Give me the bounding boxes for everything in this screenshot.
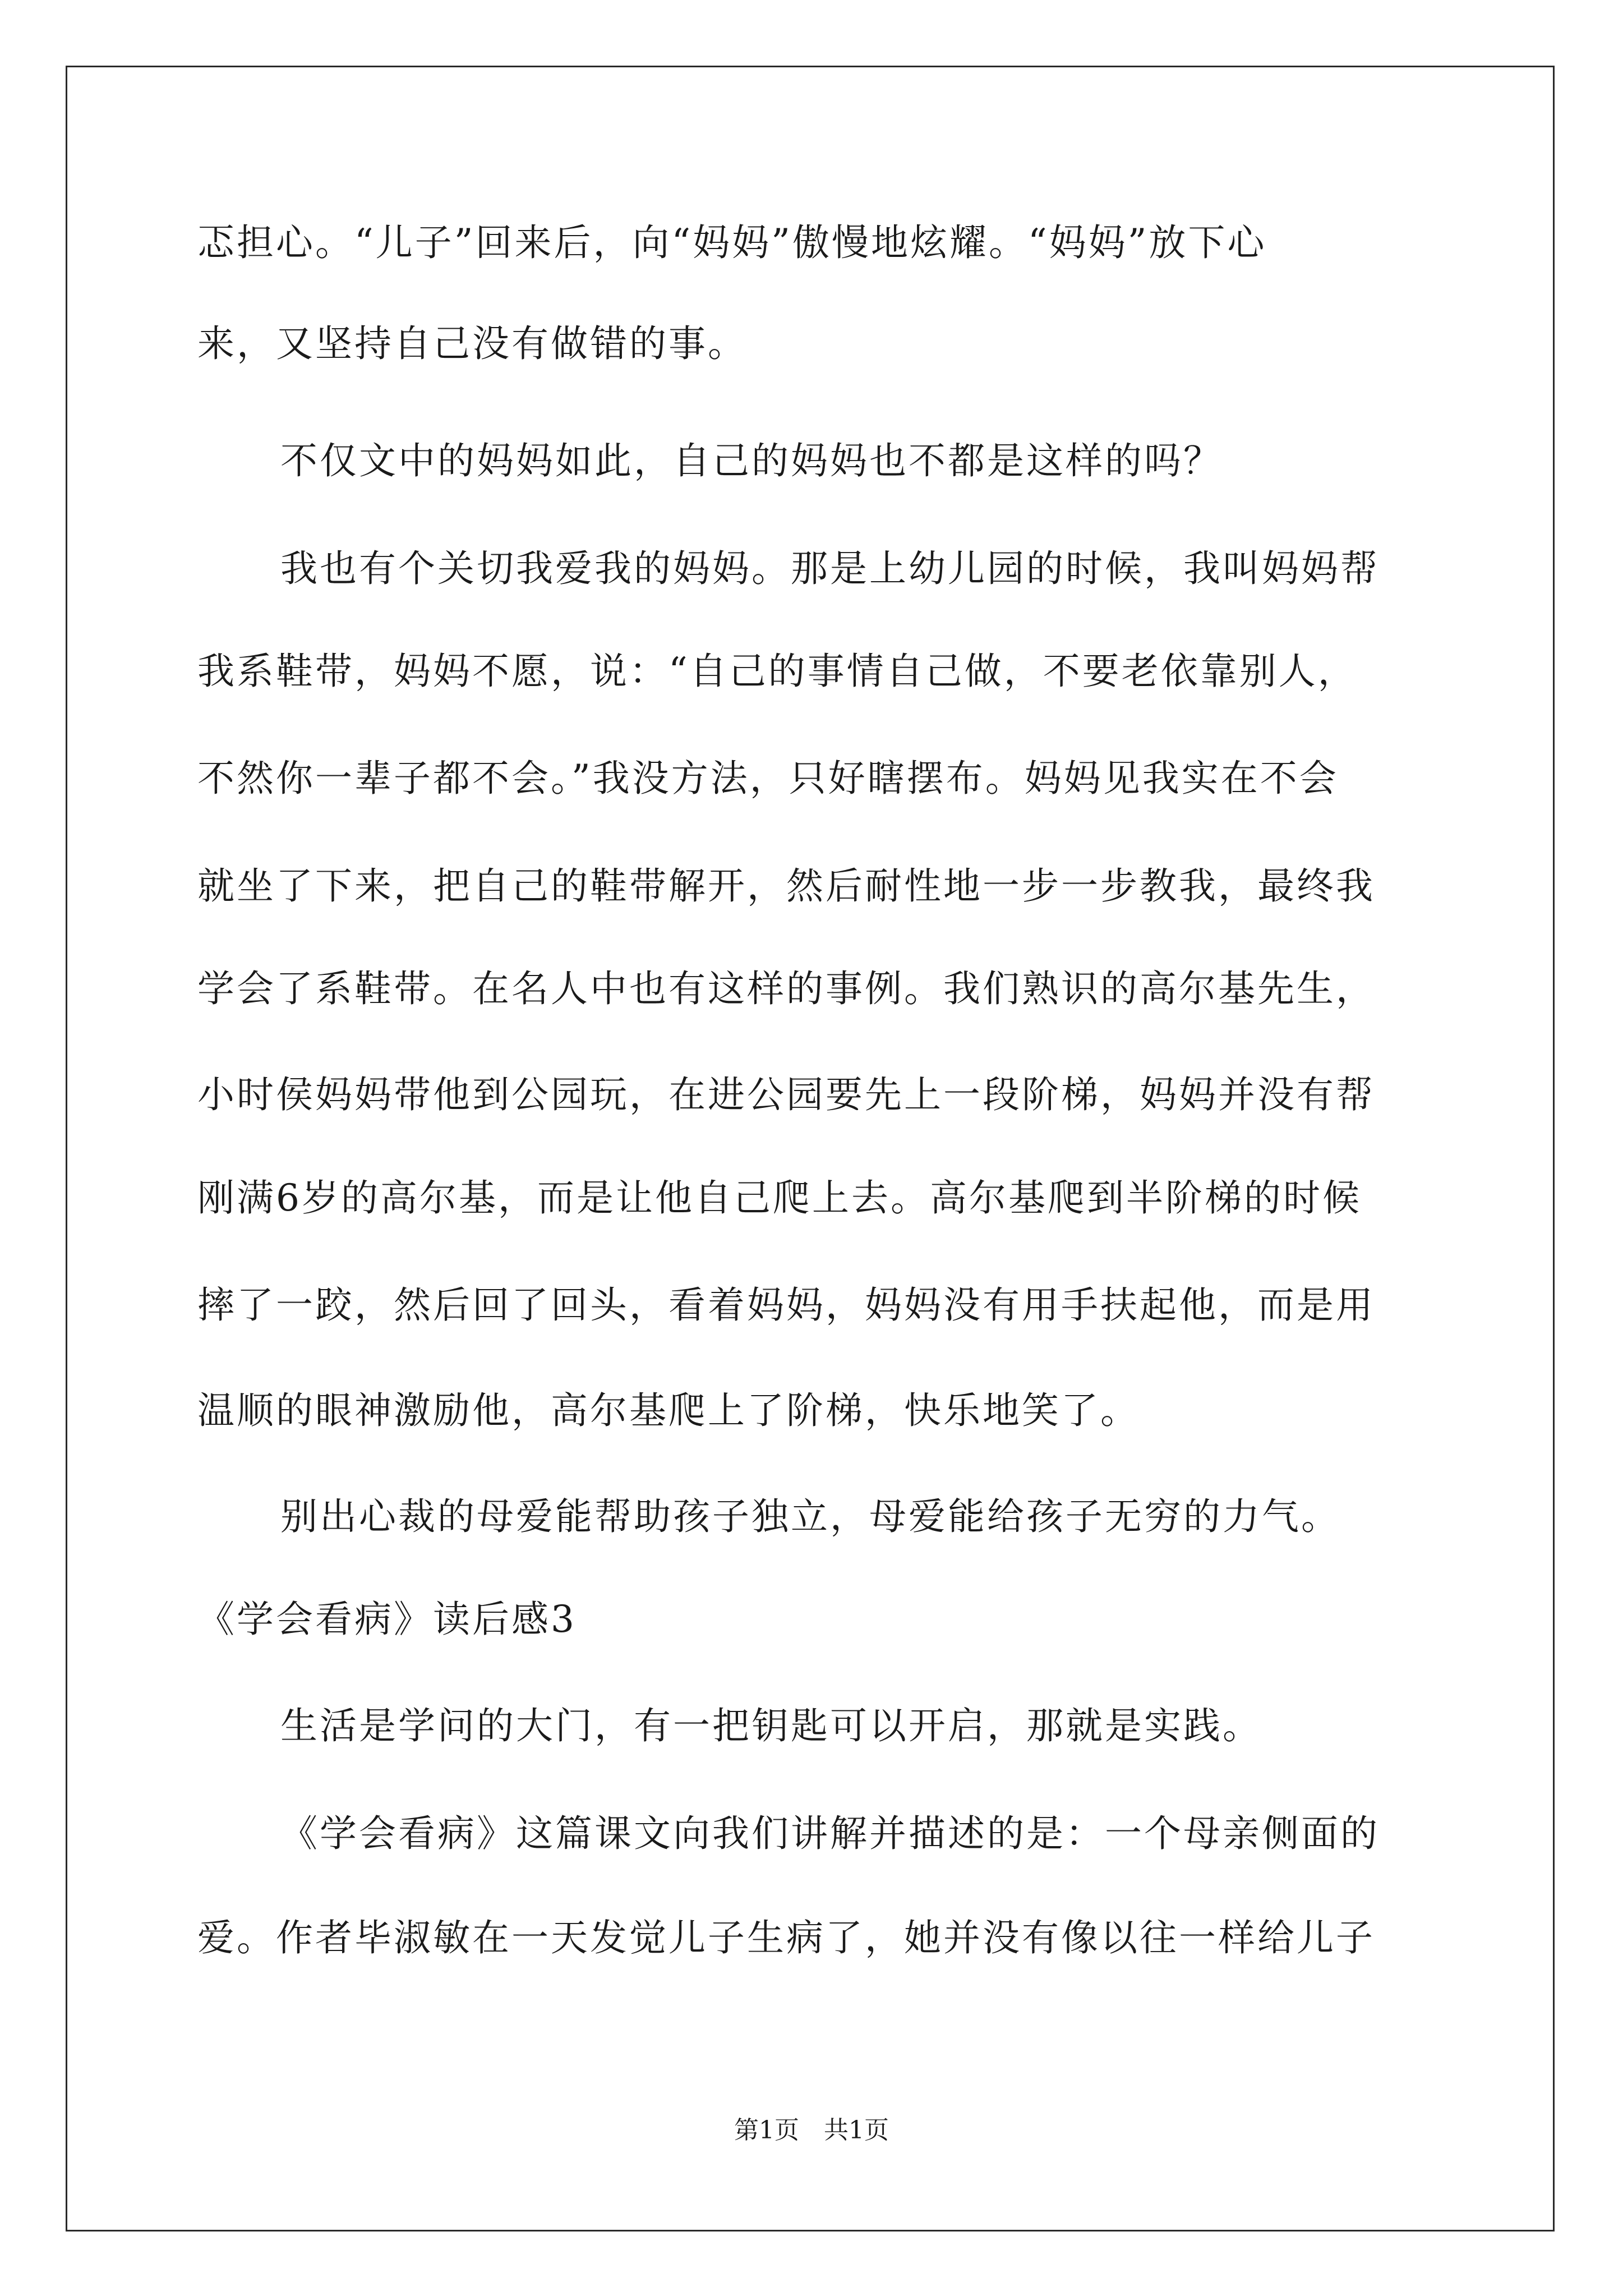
text-line: 学会了系鞋带。在名人中也有这样的事例。我们熟识的高尔基先生，: [197, 967, 1375, 1010]
section-heading: 《学会看病》读后感3: [197, 1598, 577, 1641]
page-border: [66, 66, 1555, 2231]
text-line: 小时侯妈妈带他到公园玩，在进公园要先上一段阶梯，妈妈并没有帮: [197, 1073, 1375, 1116]
text-line: 不然你一辈子都不会。”我没方法，只好瞎摆布。妈妈见我实在不会: [197, 757, 1339, 800]
paragraph-start: 不仅文中的妈妈如此，自己的妈妈也不都是这样的吗？: [280, 439, 1223, 482]
paragraph-start: 生活是学问的大门，有一把钥匙可以开启，那就是实践。: [280, 1704, 1262, 1747]
text-line: 摔了一跤，然后回了回头，看着妈妈，妈妈没有用手扶起他，而是用: [197, 1283, 1375, 1327]
text-line: 来，又坚持自己没有做错的事。: [197, 322, 747, 365]
page-footer: 第1页 共1页: [734, 2116, 889, 2145]
text-line: 就坐了下来，把自己的鞋带解开，然后耐性地一步一步教我，最终我: [197, 864, 1375, 908]
text-line: 温顺的眼神激励他，高尔基爬上了阶梯，快乐地笑了。: [197, 1389, 1140, 1432]
text-line: 刚满6岁的高尔基，而是让他自己爬上去。高尔基爬到半阶梯的时候: [197, 1176, 1362, 1220]
text-line: 爱。作者毕淑敏在一天发觉儿子生病了，她并没有像以往一样给儿子: [197, 1916, 1375, 1959]
paragraph-start: 《学会看病》这篇课文向我们讲解并描述的是：一个母亲侧面的: [280, 1812, 1380, 1855]
text-line: 我系鞋带，妈妈不愿，说：“自己的事情自己做，不要老依靠别人，: [197, 650, 1357, 693]
paragraph-start: 别出心裁的母爱能帮助孩子独立，母爱能给孩子无穷的力气。: [280, 1495, 1340, 1538]
paragraph-start: 我也有个关切我爱我的妈妈。那是上幼儿园的时候，我叫妈妈帮: [280, 547, 1380, 590]
text-line: 忑担心。“儿子”回来后，向“妈妈”傲慢地炫耀。“妈妈”放下心: [197, 221, 1267, 264]
